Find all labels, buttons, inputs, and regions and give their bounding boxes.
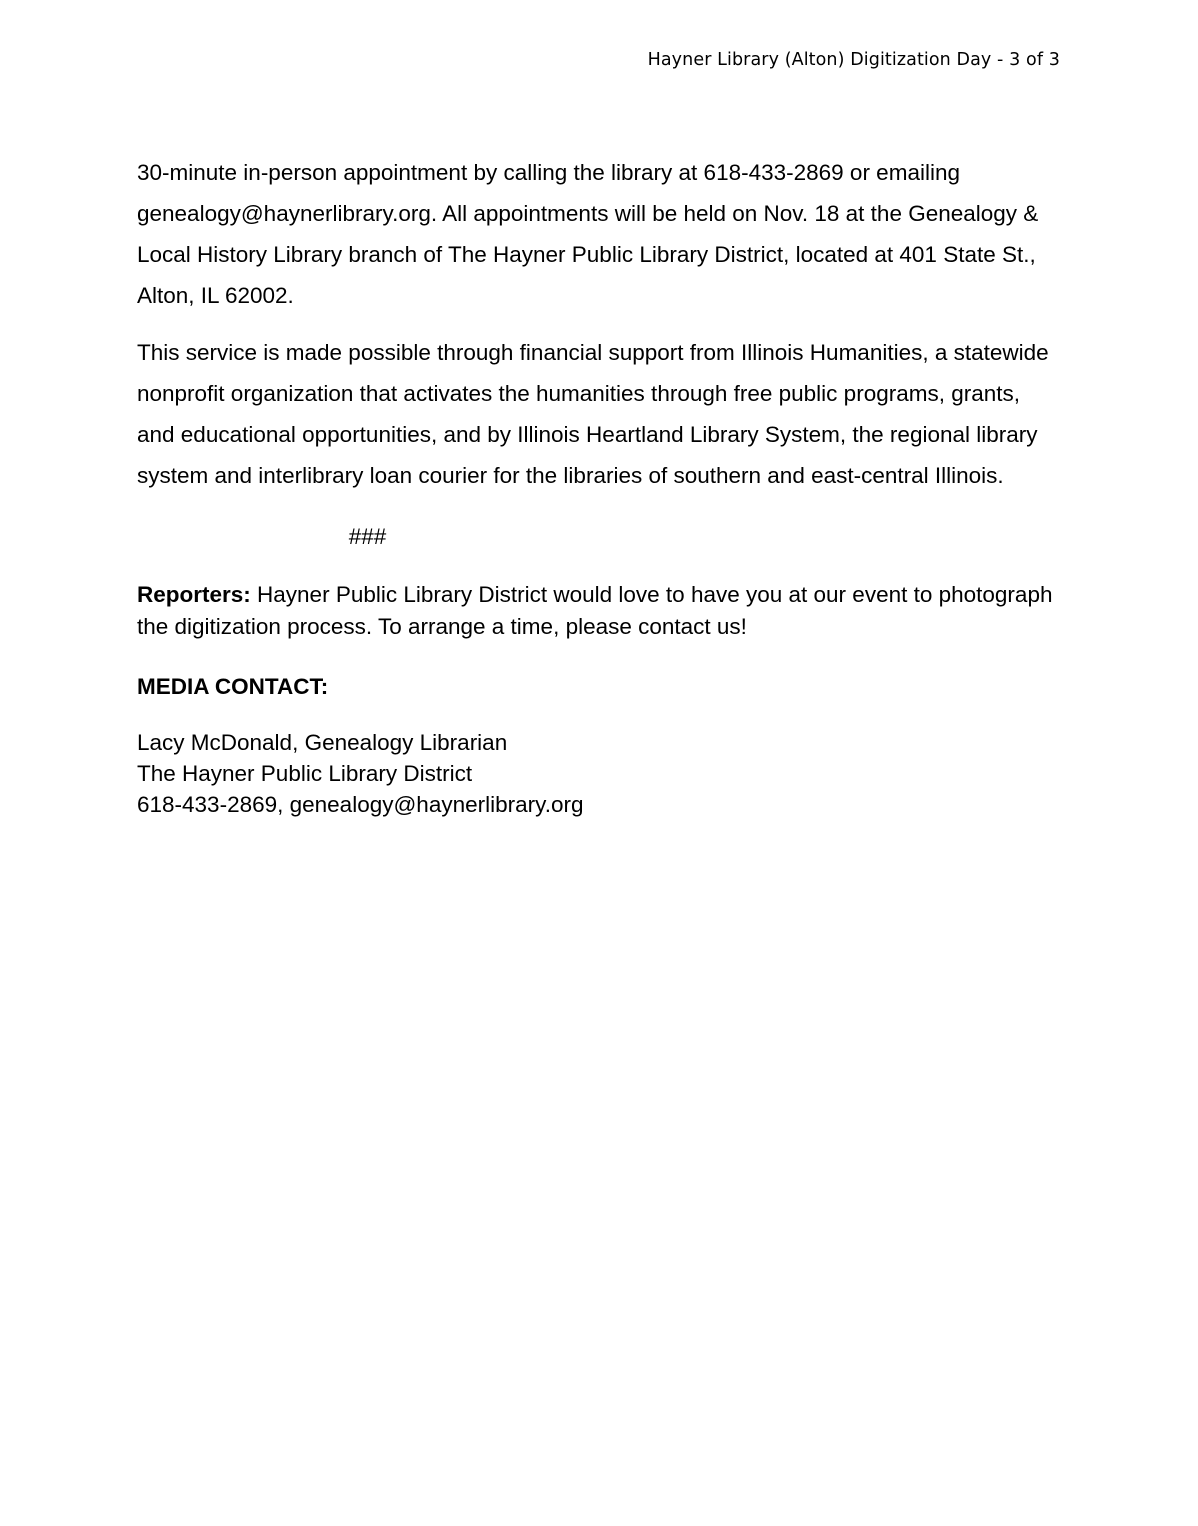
media-contact-heading: MEDIA CONTACT:	[137, 674, 329, 699]
media-contact-block	[137, 727, 1060, 820]
contact-organization: The Hayner Public Library District	[137, 761, 473, 786]
reporters-note-text: Hayner Public Library District would love to have you at our event to photograph the digitization process. To arrange a time, please contact us!	[137, 582, 1053, 639]
contact-phone-email: 618-433-2869, genealogy@haynerlibrary.org	[137, 792, 584, 817]
running-header: Hayner Library (Alton) Digitization Day - 3 of 3	[647, 50, 1060, 70]
paragraph-funding-acknowledgement: This service is made possible through financial support from Illinois Humanities, a statewide nonprofit organization that activates the humanities through free public programs, grants, and educational opportunities, and by Illinois Heartland Library System, the regional library system and interlibrary loan courier for the libraries of southern and east-central Illinois.	[137, 340, 1049, 488]
reporters-label: Reporters:	[137, 582, 251, 607]
contact-person-name: Lacy McDonald, Genealogy Librarian	[137, 730, 508, 755]
paragraph-appointment-details: 30-minute in-person appointment by calling the library at 618-433-2869 or emailing genealogy@haynerlibrary.org. All appointments will be held on Nov. 18 at the Genealogy & Local History Library branch of The Hayner Public Library District, located at 401 State St., Alton, IL 62002.	[137, 160, 1039, 308]
document-body	[137, 152, 1060, 820]
paragraph-reporters-note	[137, 579, 1060, 643]
end-of-release-marker: ###	[348, 524, 387, 549]
